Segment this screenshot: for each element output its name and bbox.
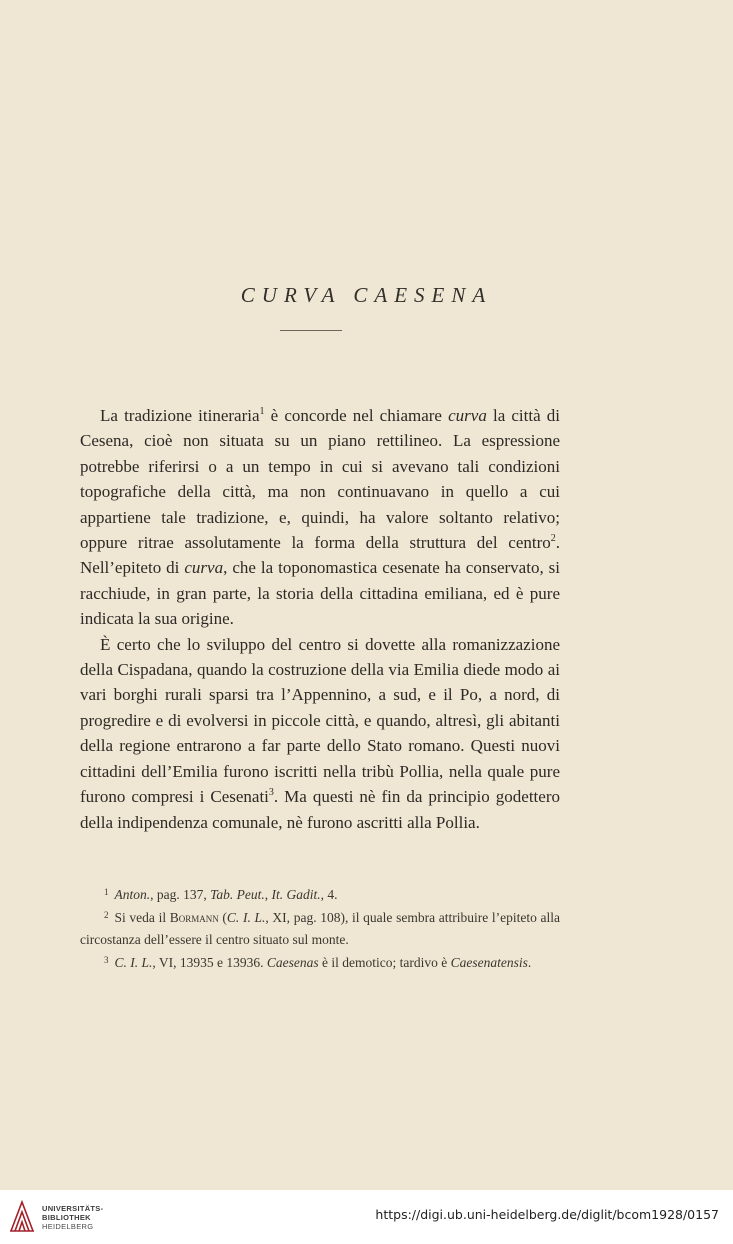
paragraph-1 — [80, 403, 560, 632]
text-run: , VI, 13935 e 13936. — [152, 954, 267, 970]
footer-bar — [0, 1190, 733, 1244]
footnote-number: 3 — [104, 954, 109, 965]
italic-ref: C. I. L. — [226, 909, 266, 925]
library-name-line: UNIVERSITÄTS- — [42, 1204, 104, 1213]
footnote-ref-3: 3 — [268, 787, 274, 799]
footnotes — [80, 884, 560, 974]
text-run: la città di Cesena, cioè non situata su un piano rettilineo. La espressione potrebbe riferirsi o a un tempo in cui si avevano tali condizioni topografiche della città, ma non continuavano in quello a cui appartiene tale tradizione, e, quindi, ha valore soltanto relativo; oppure ritrae assolutamente la forma della struttura del centro — [80, 406, 561, 553]
library-name-line: BIBLIOTHEK — [42, 1213, 91, 1222]
text-run: È certo che lo sviluppo del centro si dovette alla romanizzazione della Cispadana, quando la costruzione della via Emilia diede modo ai vari borghi rurali sparsi tra l’Appennino, a sud, e il Po, a nord, di progredire e di evolversi in piccole città, e quando, altresì, gli abitanti della regione entrarono a far parte dello Stato romano. Questi nuovi cittadini dell’Emilia furono iscritti nella tribù Pollia, nella quale pure furono compresi i Cesenati — [80, 634, 560, 807]
text-run: Si veda il — [114, 909, 170, 925]
text-run: La tradizione itineraria — [100, 406, 260, 425]
italic-term: Caesenas — [266, 954, 319, 970]
text-run: , XI, pag. 108), il quale sembra attribuire l’epiteto alla circostanza dell’essere il centro situato sul monte. — [80, 909, 561, 947]
text-run: , pag. 137, — [150, 887, 211, 902]
text-run: , che la toponomastica cesenate ha conservato, si racchiude, in gran parte, la storia della cittadina emiliana, ed è pure indicata la sua origine. — [80, 558, 561, 629]
italic-ref: It. Gadit. — [271, 887, 321, 902]
footnote-ref-2: 2 — [550, 533, 556, 545]
text-run: . — [527, 954, 532, 970]
italic-term-curva: curva — [448, 406, 487, 425]
main-text — [80, 403, 560, 835]
university-library-logo-icon — [8, 1198, 36, 1234]
text-run: è concorde nel chiamare — [264, 406, 449, 425]
italic-ref: Tab. Peut. — [210, 887, 265, 902]
text-run: è il demotico; tardivo è — [318, 954, 451, 970]
text-run: ( — [218, 909, 227, 925]
italic-ref: Anton. — [114, 887, 151, 902]
library-name-line: HEIDELBERG — [42, 1222, 94, 1231]
author-name: Bormann — [169, 909, 219, 925]
italic-ref: C. I. L. — [114, 954, 153, 970]
footnote-2 — [80, 907, 560, 952]
text-run: , — [264, 887, 272, 902]
footnote-ref-1: 1 — [259, 406, 265, 417]
paragraph-2 — [80, 632, 560, 835]
italic-term-curva: curva — [184, 558, 224, 578]
italic-term: Caesenatensis — [450, 954, 528, 970]
title-divider — [280, 330, 342, 331]
text-run: . Nell’epiteto di — [80, 533, 560, 578]
footnote-1 — [80, 884, 560, 907]
text-run: . Ma questi nè fin da principio godettero della indipendenza comunale, nè furono ascritti alla Pollia. — [80, 787, 560, 832]
text-run: , 4. — [320, 887, 338, 902]
footnote-number: 2 — [104, 909, 109, 920]
article-title: CURVA CAESENA — [240, 283, 493, 307]
source-url-link[interactable]: https://digi.ub.uni-heidelberg.de/diglit/bcom1928/0157 — [375, 1207, 719, 1222]
footnote-3 — [80, 952, 560, 975]
library-name — [42, 1204, 103, 1231]
footnote-number: 1 — [104, 887, 109, 897]
